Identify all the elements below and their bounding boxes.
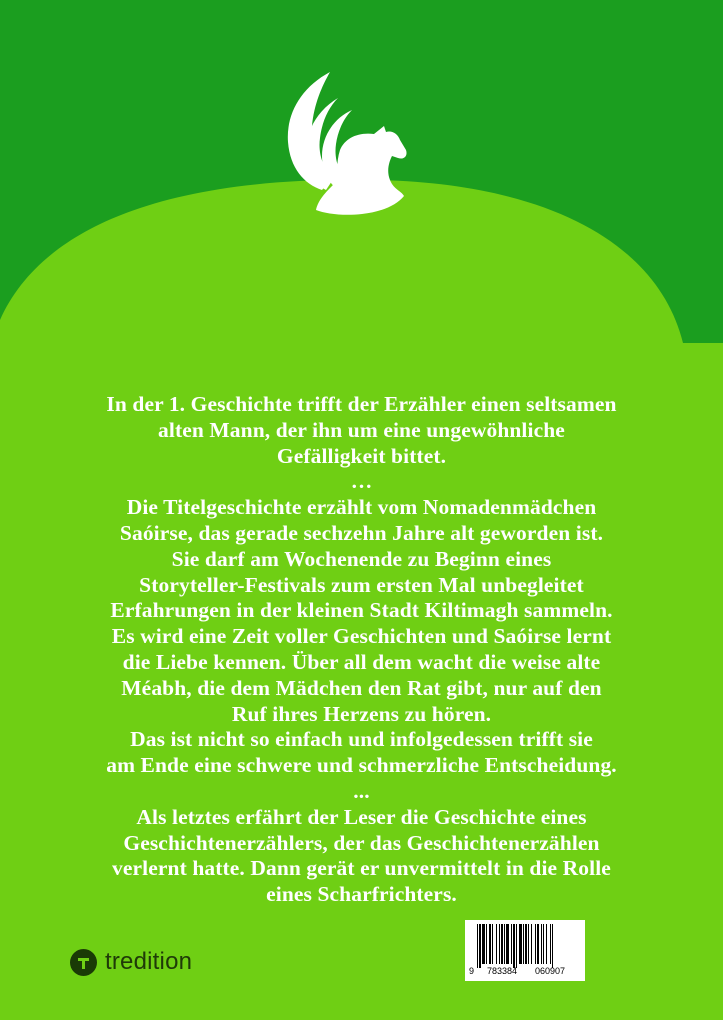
barcode-bar <box>504 924 505 964</box>
publisher-logo <box>70 947 192 977</box>
blurb-line: … <box>350 469 373 494</box>
barcode-bar <box>499 924 500 964</box>
blurb-line: In der 1. Geschichte trifft der Erzähler einen seltsamen <box>106 392 617 416</box>
blurb-line: am Ende eine schwere und schmerzliche Entscheidung. <box>106 753 617 778</box>
blurb-line: ... <box>353 778 370 803</box>
barcode-bar <box>525 924 527 964</box>
blurb-line: Das ist nicht so einfach und infolgedessen trifft sie <box>130 727 593 752</box>
blurb-line: Geschichtenerzählers, der das Geschichtenerzählen <box>123 830 600 855</box>
barcode-bar <box>506 924 509 964</box>
publisher-name: tredition <box>105 948 193 975</box>
barcode-bar <box>479 924 481 968</box>
blurb-line: Sie darf am Wochenende zu Beginn eines <box>171 546 552 571</box>
barcode-bar <box>486 924 487 964</box>
barcode-bar <box>496 924 497 964</box>
blurb-line: alten Mann, der ihn um eine ungewöhnliche <box>158 417 565 442</box>
barcode-bar <box>482 924 485 964</box>
barcode-bar <box>543 924 544 964</box>
blurb-line: verlernt hatte. Dann gerät er unvermittelt in die Rolle <box>112 856 611 881</box>
tredition-logo-icon <box>70 949 97 976</box>
barcode-bar <box>477 924 478 968</box>
blurb-line: Gefälligkeit bittet. <box>276 443 447 468</box>
blurb-line: Storyteller-Festivals zum ersten Mal unbegleitet <box>139 572 584 597</box>
back-cover-blurb <box>40 392 683 908</box>
barcode-bar <box>550 924 551 964</box>
barcode-bar <box>535 924 536 964</box>
barcode-bar <box>528 924 529 964</box>
blurb-line: eines Scharfrichters. <box>266 882 457 907</box>
barcode-prefix-digit: 9 <box>469 966 475 976</box>
blurb-line: Erfahrungen in der kleinen Stadt Kiltimagh sammeln. <box>110 598 613 623</box>
barcode-bar <box>523 924 524 964</box>
barcode-bar <box>519 924 522 964</box>
barcode-bar <box>546 924 547 964</box>
barcode-bar <box>492 924 493 964</box>
barcode-bar <box>552 924 553 968</box>
barcode-bar <box>537 924 539 964</box>
blurb-line: Die Titelgeschichte erzählt vom Nomadenmädchen <box>126 495 597 520</box>
barcode-bar <box>511 924 512 964</box>
barcode-bar <box>513 924 515 968</box>
barcode-bar <box>516 924 517 968</box>
barcode-bar <box>531 924 532 964</box>
blurb-line: Als letztes erfährt der Leser die Geschichte eines <box>136 804 587 829</box>
blurb-line: Es wird eine Zeit voller Geschichten und Saóirse lernt <box>111 624 612 649</box>
blurb-line: Méabh, die dem Mädchen den Rat gibt, nur auf den <box>121 675 602 700</box>
barcode-bar <box>501 924 503 964</box>
blurb-line: die Liebe kennen. Über all dem wacht die weise alte <box>122 649 601 674</box>
blurb-line: Ruf ihres Herzens zu hören. <box>231 701 492 726</box>
barcode-left-digits: 783384 <box>487 966 518 976</box>
barcode-bar <box>541 924 542 964</box>
blurb-line: Saóirse, das gerade sechzehn Jahre alt geworden ist. <box>119 520 604 545</box>
barcode-right-digits: 060907 <box>535 966 566 976</box>
barcode-bar <box>489 924 491 964</box>
isbn-barcode <box>465 920 585 981</box>
